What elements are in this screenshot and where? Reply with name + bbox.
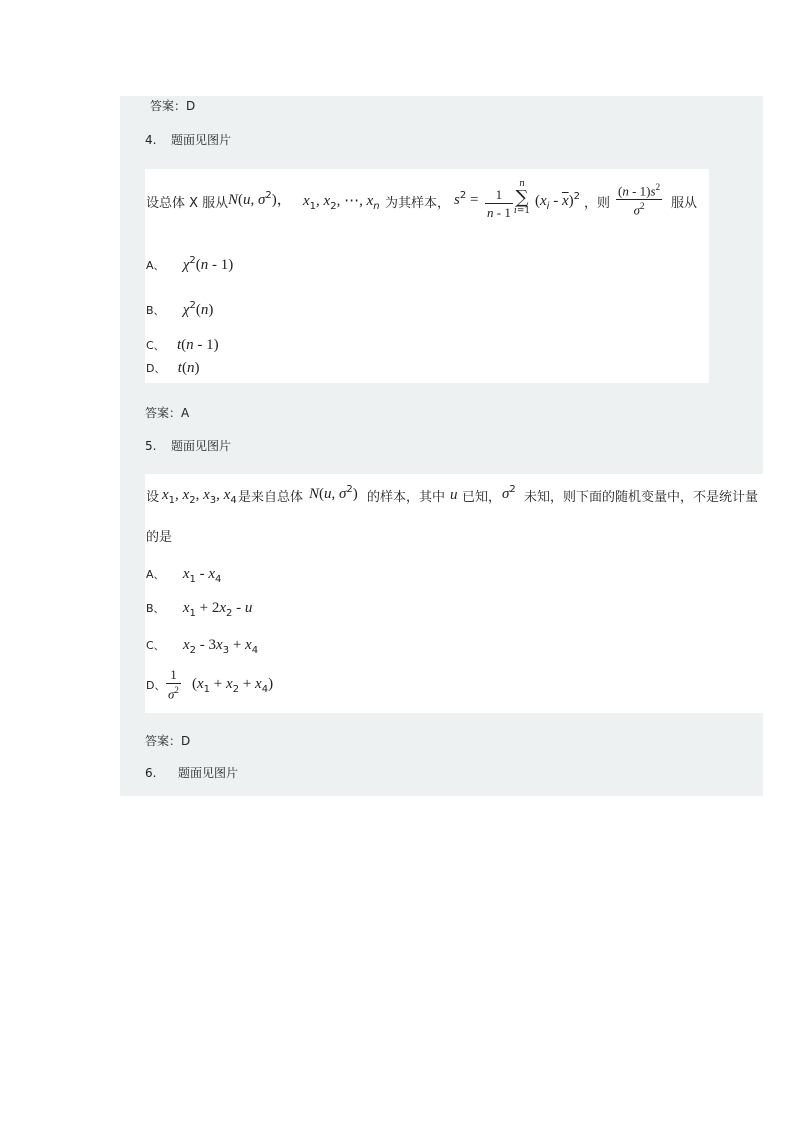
q5-u: u [450, 487, 458, 503]
q5-option-a-label: A、 [146, 568, 165, 581]
q6-title: 题面见图片 [178, 766, 239, 780]
q4-option-c[interactable]: C、 t(n - 1) [146, 337, 219, 353]
q4-s2-fraction: 1 n - 1 [487, 187, 511, 220]
q4-number: 4. [145, 133, 157, 147]
q5-option-c[interactable]: C、 $x_2 - 3x_3 + x_4$ [146, 637, 259, 656]
q4-option-c-label: C、 [146, 339, 165, 352]
q4-sample: $x_1$, $x_2$, ⋯, $x_n$ [303, 193, 380, 212]
q4-sigma-sum: n ∑ i=1 [514, 179, 531, 216]
q5-option-d-label: D、 [146, 679, 166, 692]
q5-sample: $x_1$, $x_2$, $x_3$, $x_4$ [162, 487, 237, 506]
q5-stem-text-1: 设 [146, 490, 160, 505]
q5-title: 题面见图片 [171, 439, 232, 453]
q4-distribution: N(u, $\sigma^2$)， [228, 190, 292, 208]
q4-option-d-label: D、 [146, 362, 166, 375]
q5-option-d[interactable] [146, 679, 165, 692]
q5-stem-text-3: 的样本，其中 [367, 490, 446, 505]
q4-statistic: $(n - 1)s^2$ $\sigma^2$ [618, 182, 661, 218]
q4-title: 题面见图片 [171, 133, 232, 147]
answer-prev: 答案：D [150, 99, 196, 113]
q4-stem-text-2: 为其样本， [385, 196, 451, 211]
q5-stem-text-4: 已知， [462, 490, 502, 505]
q4-stem-text-3: ，则 [584, 196, 611, 211]
q5-option-b[interactable]: B、 $x_1 + 2x_2 - u$ [146, 600, 253, 619]
q4-answer: 答案：A [145, 406, 190, 420]
q4-stem-text-4: 服从 [671, 196, 698, 211]
q4-option-d[interactable]: D、 t(n) [146, 360, 200, 376]
q5-option-d-body: $(x_1 + x_2 + x_4)$ [192, 676, 274, 695]
q5-option-c-label: C、 [146, 639, 165, 652]
q5-stem-text-6: 的是 [146, 530, 173, 545]
q4-stem-text-1: 设总体 X 服从 [146, 196, 229, 211]
q5-stem-text-5: 未知，则下面的随机变量中，不是统计量 [524, 490, 759, 505]
q6-number: 6. [145, 766, 157, 780]
q5-stem-text-2: 是来自总体 [238, 490, 304, 505]
q4-option-b-label: B、 [146, 304, 165, 317]
q5-distribution: N(u, $\sigma^2$) [309, 484, 358, 502]
q5-option-d-fraction: 1 $\sigma^2$ [168, 667, 179, 702]
q5-option-b-label: B、 [146, 602, 165, 615]
q5-number: 5. [145, 439, 157, 453]
q4-option-a-label: A、 [146, 259, 165, 272]
q4-s2-body: $(x_i - \overline{x})^2$ [535, 191, 580, 212]
q5-option-a[interactable]: A、 $x_1 - x_4$ [146, 566, 222, 585]
q4-s2-lhs: $s^2$ = [454, 190, 479, 208]
q4-option-b[interactable]: B、 $\chi^2(n)$ [146, 300, 214, 318]
q5-answer: 答案：D [145, 734, 191, 748]
q5-sigma2: $\sigma^2$ [502, 484, 516, 502]
q4-option-a[interactable]: A、 $\chi^2(n - 1)$ [146, 255, 234, 273]
